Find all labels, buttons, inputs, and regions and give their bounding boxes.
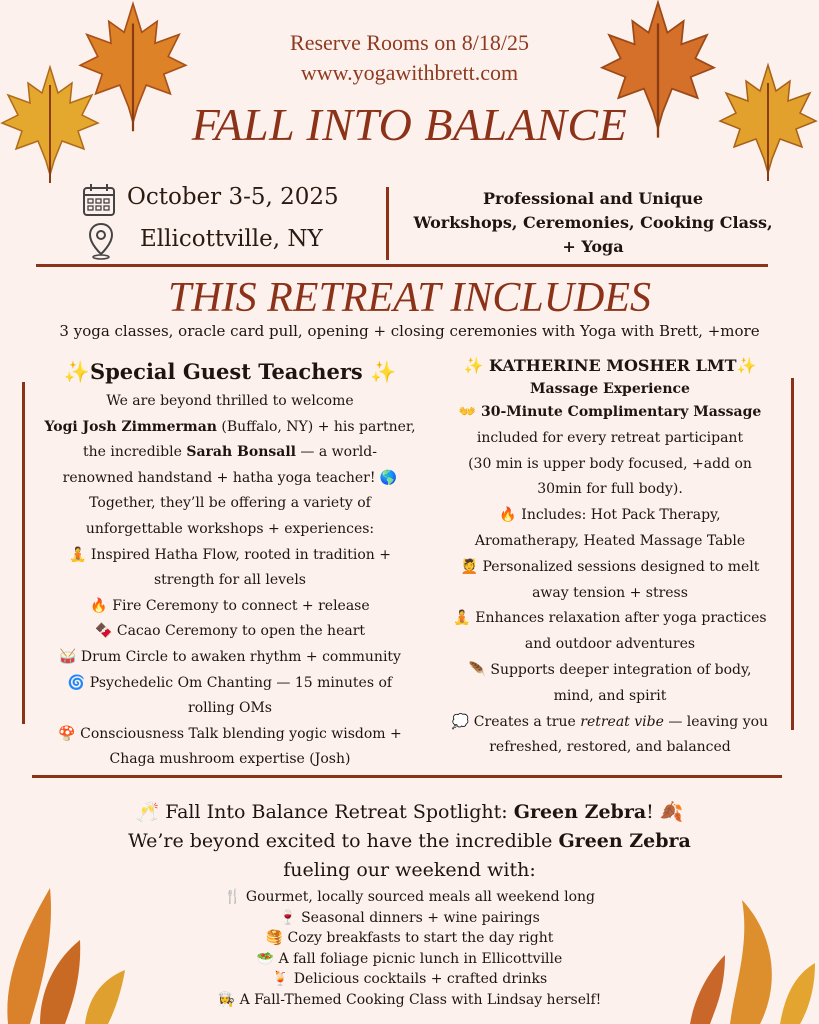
teacher-name: Sarah Bonsall xyxy=(186,444,296,461)
list-item: 30min for full body). xyxy=(537,481,683,498)
calendar-icon xyxy=(82,183,116,217)
spotlight-pre: We’re beyond excited to have the incredible xyxy=(128,830,559,852)
list-item: 💆 Personalized sessions designed to melt xyxy=(460,558,760,575)
location-pin-icon xyxy=(88,222,114,260)
list-item: mind, and spirit xyxy=(553,687,667,704)
list-item: included for every retreat participant xyxy=(476,429,744,446)
list-item: 👩‍🍳 A Fall-Themed Cooking Class with Lindsay herself! xyxy=(217,991,602,1008)
massage-section xyxy=(440,354,780,761)
divider xyxy=(791,378,794,730)
website-link[interactable]: www.yogawithbrett.com xyxy=(300,60,519,85)
guest-desc: unforgettable workshops + experiences: xyxy=(85,520,375,537)
spotlight-post: ! 🍂 xyxy=(646,801,684,823)
list-item: refreshed, restored, and balanced xyxy=(489,739,731,756)
list-item: strength for all levels xyxy=(154,572,306,589)
list-item: 🍷 Seasonal dinners + wine pairings xyxy=(279,909,540,926)
massage-title: ✨ KATHERINE MOSHER LMT✨ xyxy=(463,356,757,375)
list-item: 🍄 Consciousness Talk blending yogic wisdom + xyxy=(58,725,402,742)
massage-subtitle: Massage Experience xyxy=(530,381,690,397)
list-item: Chaga mushroom expertise (Josh) xyxy=(109,751,351,768)
divider xyxy=(32,775,782,778)
teacher-suffix: — a world- xyxy=(295,444,377,461)
list-item: away tension + stress xyxy=(532,584,688,601)
section-subtitle: 3 yoga classes, oracle card pull, opening + closing ceremonies with Yoga with Brett, +more xyxy=(59,322,760,340)
spotlight-headline xyxy=(0,798,819,827)
guest-teachers-title: ✨Special Guest Teachers ✨ xyxy=(63,359,397,384)
list-item: 🍫 Cacao Ceremony to open the heart xyxy=(94,623,366,640)
divider xyxy=(36,264,768,267)
spotlight-list xyxy=(0,887,819,1010)
guest-intro: We are beyond thrilled to welcome xyxy=(106,393,354,409)
teacher-location: (Buffalo, NY) + his partner, xyxy=(216,418,416,435)
vibe-emphasis: retreat vibe xyxy=(580,713,664,730)
list-item: 🍴 Gourmet, locally sourced meals all weekend long xyxy=(224,889,595,905)
spotlight-name: Green Zebra xyxy=(513,801,647,823)
highlight-line: + Yoga xyxy=(562,237,624,256)
spotlight-line xyxy=(0,827,819,856)
list-item: rolling OMs xyxy=(188,700,272,717)
event-location: Ellicottville, NY xyxy=(140,226,323,252)
spotlight-line: fueling our weekend with: xyxy=(283,859,536,881)
list-item: 🥞 Cozy breakfasts to start the day right xyxy=(265,930,554,946)
section-title: THIS RETREAT INCLUDES xyxy=(167,275,652,321)
guest-teacher-line xyxy=(40,415,420,441)
divider xyxy=(22,382,25,724)
list-item: 🍹 Delicious cocktails + crafted drinks xyxy=(271,971,548,987)
guest-desc: renowned handstand + hatha yoga teacher! 🌎 xyxy=(62,469,398,486)
vibe-prefix: 💭 Creates a true xyxy=(451,713,581,730)
list-item: 🔥 Fire Ceremony to connect + release xyxy=(90,597,370,614)
list-item: and outdoor adventures xyxy=(524,636,696,653)
divider xyxy=(386,187,389,260)
list-item: (30 min is upper body focused, +add on xyxy=(468,455,752,472)
teacher-name: Yogi Josh Zimmerman xyxy=(44,418,217,435)
guest-teachers-section xyxy=(40,357,420,773)
highlight-line: Professional and Unique xyxy=(482,189,704,208)
list-item: 🔥 Includes: Hot Pack Therapy, xyxy=(499,507,721,524)
list-item: 🥗 A fall foliage picnic lunch in Ellicottville xyxy=(256,950,563,967)
event-highlights xyxy=(393,187,793,259)
reserve-rooms-text: Reserve Rooms on 8/18/25 xyxy=(290,30,529,55)
spotlight-name: Green Zebra xyxy=(558,830,691,852)
list-item: 🌀 Psychedelic Om Chanting — 15 minutes of xyxy=(67,674,393,691)
list-item: Aromatherapy, Heated Massage Table xyxy=(474,532,746,549)
page-title: FALL INTO BALANCE xyxy=(191,99,628,150)
spotlight-section xyxy=(0,798,819,1010)
list-item xyxy=(440,710,780,736)
list-item: 🧘 Enhances relaxation after yoga practices xyxy=(453,610,767,627)
list-item: 🥁 Drum Circle to awaken rhythm + community xyxy=(59,648,401,665)
spotlight-pre: 🥂 Fall Into Balance Retreat Spotlight: xyxy=(135,801,514,823)
guest-teacher-line xyxy=(40,440,420,466)
vibe-suffix: — leaving you xyxy=(663,713,769,730)
massage-offer: 👐 30-Minute Complimentary Massage xyxy=(458,404,762,420)
teacher-prefix: the incredible xyxy=(83,444,187,461)
highlight-line: Workshops, Ceremonies, Cooking Class, xyxy=(413,213,773,232)
guest-desc: Together, they’ll be offering a variety of xyxy=(89,495,371,512)
list-item: 🪶 Supports deeper integration of body, xyxy=(468,661,752,678)
list-item: 🧘 Inspired Hatha Flow, rooted in tradition + xyxy=(69,546,391,563)
event-dates: October 3-5, 2025 xyxy=(127,184,339,210)
